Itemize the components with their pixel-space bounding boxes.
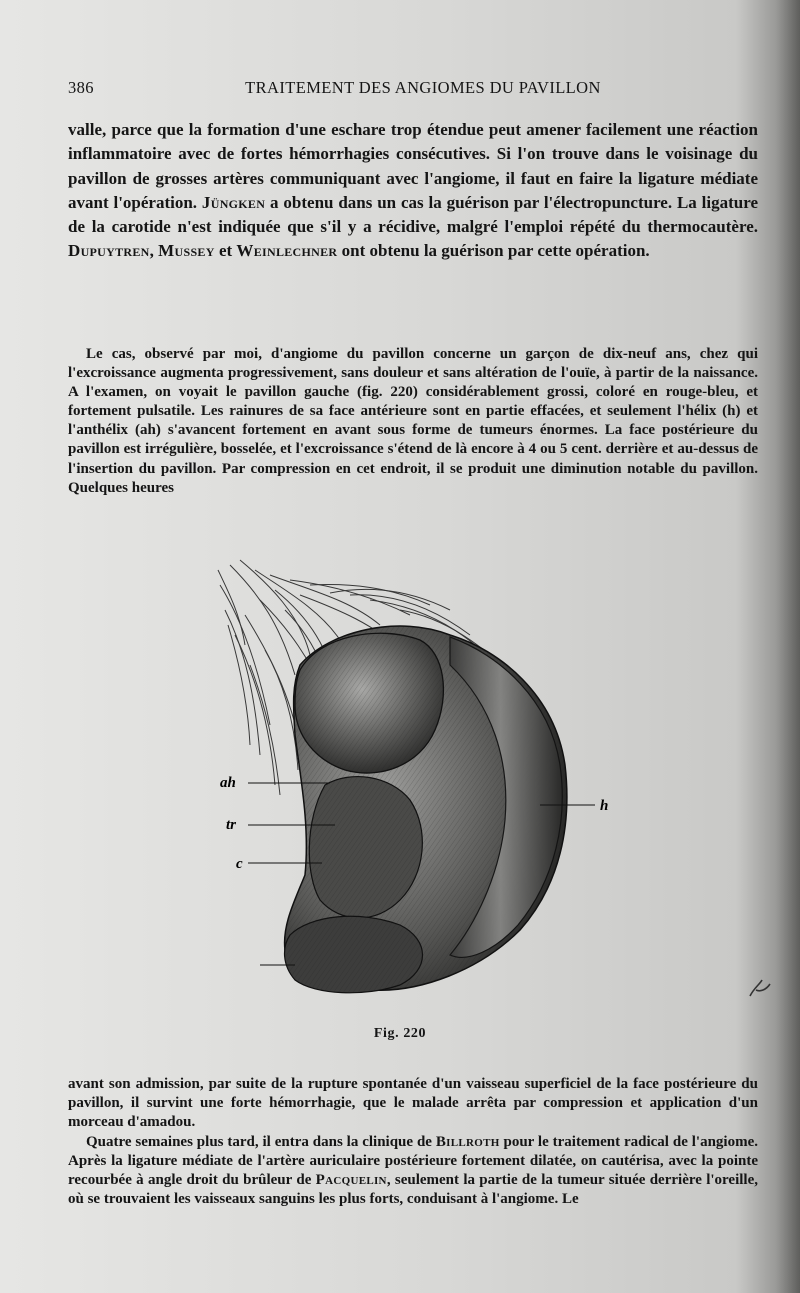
author-jungken: Jüngken xyxy=(201,192,266,212)
paragraph-4: Quatre semaines plus tard, il entra dans la clinique de Billroth pour le traitement radical de l'angiome. Après la ligature médiate de l'artère auriculaire postérieure fortement dilatée, on cautérisa, avec la pointe recourbée à angle droit du brûleur de Pacquelin, seulement la partie de la tumeur située derrière l'oreille, où se trouvaient les vaisseaux sanguins les plus forts, conduisant à l'angiome. Le xyxy=(68,1134,758,1208)
figure-220-ear-illustration xyxy=(200,555,620,1005)
author-billroth: Billroth xyxy=(435,1134,500,1150)
page-number: 386 xyxy=(68,78,94,97)
margin-scribble-icon xyxy=(748,978,772,998)
label-h: h xyxy=(600,798,609,814)
paragraph-3: avant son admission, par suite de la rupture spontanée d'un vaisseau superficiel de la face postérieure du pavillon, il survint une forte hémorrhagie, que le malade arrêta par compression et application d'un morceau d'amadou. xyxy=(68,1076,758,1131)
author-weinlechner: Weinlechner xyxy=(236,241,338,261)
label-ah: ah xyxy=(220,775,236,791)
running-title: TRAITEMENT DES ANGIOMES DU PAVILLON xyxy=(245,78,601,97)
ear-angioma-drawing xyxy=(200,555,620,1005)
author-pacquelin: Pacquelin xyxy=(315,1172,387,1189)
figure-caption: Fig. 220 xyxy=(373,1026,427,1041)
running-header xyxy=(68,78,758,102)
author-mussey: Mussey xyxy=(158,241,215,261)
author-dupuytren: Dupuytren xyxy=(68,241,150,261)
paragraph-2: Le cas, observé par moi, d'angiome du pavillon concerne un garçon de dix-neuf ans, chez qui l'excroissance augmenta progressivement, sans douleur et sans altération de l'ouïe, à partir de la naissance. A l'examen, on voyait le pavillon gauche (fig. 220) considérablement grossi, coloré en rouge-bleu, et fortement pulsatile. Les rainures de sa face antérieure sont en partie effacées, et seulement l'hélix (h) et l'anthélix (ah) s'avancent fortement en avant sous forme de tumeurs énormes. La face postérieure du pavillon est irrégulière, bosselée, et l'excroissance s'étend de là encore à 4 ou 5 cent. derrière et au-dessus de l'insertion du pavillon. Par compression en cet endroit, il se produit une diminution notable du pavillon. Quelques heures xyxy=(68,346,758,496)
label-tr: tr xyxy=(226,817,237,833)
label-c: c xyxy=(236,856,243,872)
paragraph-1: valle, parce que la formation d'une eschare trop étendue peut amener facilement une réaction inflammatoire avec de fortes hémorrhagies consécutives. Si l'on trouve dans le voisinage du pavillon de grosses artères communiquant avec l'angiome, il faut en faire la ligature médiate avant l'opération. Jüngken a obtenu dans un cas la guérison par l'électropuncture. La ligature de la carotide n'est indiquée que s'il y a récidive, malgré l'emploi répété du thermocautère. Dupuytren, Mussey et Weinlechner ont obtenu la guérison par cette opération. xyxy=(68,120,758,261)
